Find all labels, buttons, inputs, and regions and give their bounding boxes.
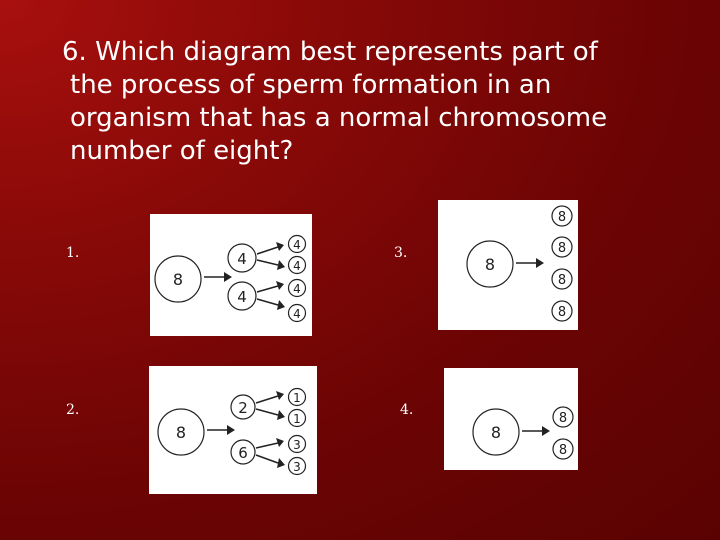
final-cell-label: 3 [293,460,301,474]
option-2-label[interactable]: 2. [66,402,80,418]
arrow-icon [277,300,285,310]
arrow-shaft [257,299,278,305]
final-cell-label: 8 [557,241,567,256]
middle-cell-label: 6 [238,444,248,462]
arrow-icon [227,425,235,435]
arrow-shaft [257,260,278,265]
arrow-icon [224,272,232,282]
arrow-icon [277,260,285,270]
question-line-2: the process of sperm formation in an [70,70,552,100]
option-4-diagram[interactable] [444,368,578,470]
option-3-diagram[interactable] [438,200,578,330]
question-text [62,36,682,168]
middle-cell-label: 2 [238,399,248,417]
arrow-shaft [257,247,278,254]
question-line-4: number of eight? [70,136,294,166]
middle-cell-label: 4 [237,250,247,268]
question-line-3: organism that has a normal chromosome [70,103,608,133]
final-cell-label: 8 [557,210,567,225]
final-cell-label: 1 [293,391,301,405]
final-cell-label: 4 [293,238,301,252]
parent-cell-label: 8 [484,255,496,274]
parent-cell-label: 8 [490,423,502,442]
option-1-label[interactable]: 1. [66,245,80,261]
arrow-shaft [256,409,278,415]
arrow-icon [277,410,285,420]
final-cell-label: 8 [558,411,568,426]
final-cell-label: 3 [293,438,301,452]
arrow-shaft [256,396,278,403]
arrow-shaft [257,286,278,292]
final-cell-label: 4 [293,307,301,321]
option-4-label[interactable]: 4. [400,402,414,418]
option-1-diagram[interactable] [150,214,312,336]
middle-cell-label: 4 [237,288,247,306]
parent-cell-label: 8 [172,270,184,289]
final-cell-label: 8 [558,443,568,458]
question-line-1: 6. Which diagram best represents part of [62,37,598,67]
arrow-icon [536,258,544,268]
arrow-icon [542,426,550,436]
final-cell-label: 8 [557,273,567,288]
parent-cell-label: 8 [175,423,187,442]
arrow-shaft [256,455,278,463]
arrow-icon [277,458,285,468]
final-cell-label: 8 [557,305,567,320]
final-cell-label: 4 [293,282,301,296]
final-cell-label: 4 [293,259,301,273]
arrow-shaft [256,443,278,448]
option-3-label[interactable]: 3. [394,245,408,261]
option-2-diagram[interactable] [149,366,317,494]
final-cell-label: 1 [293,412,301,426]
